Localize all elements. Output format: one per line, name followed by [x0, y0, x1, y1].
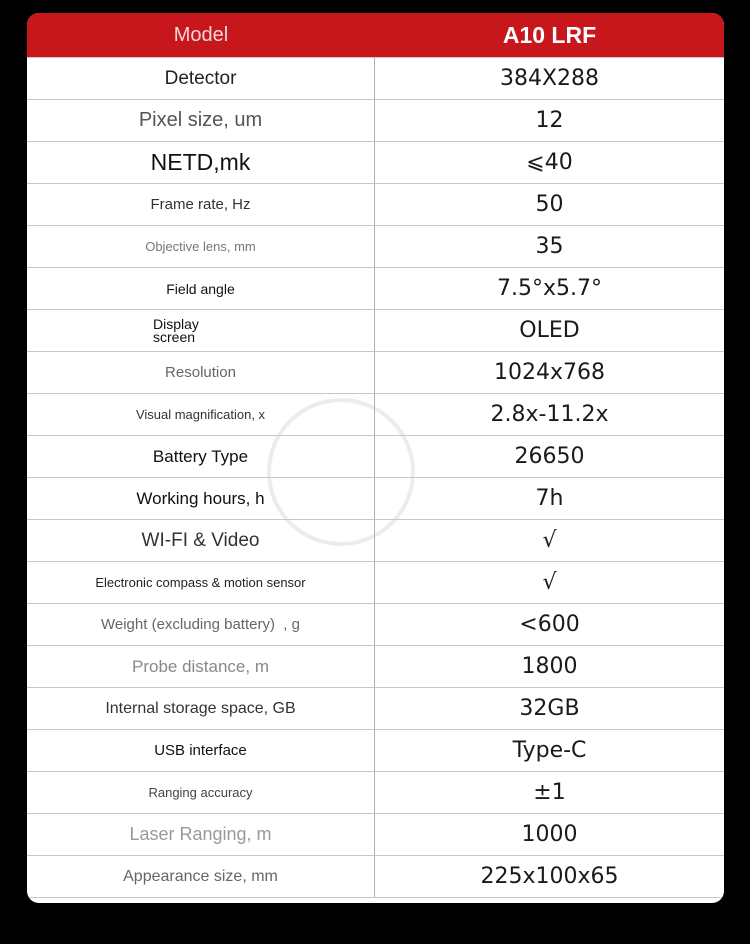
row-label: Probe distance, m [131, 656, 269, 676]
table-row [27, 814, 724, 856]
table-row [27, 436, 724, 478]
row-value: √ [542, 528, 557, 553]
row-value: 1000 [521, 822, 578, 847]
row-label: NETD,mk [150, 149, 251, 175]
table-row [27, 100, 724, 142]
row-value: 12 [535, 108, 564, 133]
row-label: Working hours, h [136, 488, 265, 508]
row-value: 26650 [514, 444, 585, 469]
row-label: Pixel size, um [138, 109, 263, 131]
table-row [27, 772, 724, 814]
row-label: Frame rate, Hz [150, 196, 251, 213]
row-label: Visual magnification, x [135, 407, 266, 422]
table-row [27, 58, 724, 100]
row-value: 384X288 [499, 66, 600, 91]
table-row [27, 352, 724, 394]
table-row [27, 226, 724, 268]
row-value: <600 [519, 612, 580, 637]
table-row [27, 142, 724, 184]
row-value: 32GB [519, 696, 580, 721]
table-row [27, 478, 724, 520]
row-label: Internal storage space, GB [105, 699, 296, 717]
row-label: Laser Ranging, m [129, 824, 272, 844]
row-label: Weight (excluding battery) , g [101, 616, 300, 633]
row-label: Detector [164, 67, 237, 89]
table-row [27, 394, 724, 436]
row-label: Resolution [165, 364, 236, 381]
table-row [27, 268, 724, 310]
row-value: 7h [535, 486, 564, 511]
row-value: OLED [519, 318, 580, 343]
table-row [27, 604, 724, 646]
table-row [27, 310, 724, 352]
row-value: √ [542, 570, 557, 595]
row-label: WI-FI & Video [141, 529, 260, 551]
row-label: Display screen [153, 315, 199, 345]
row-label: USB interface [154, 742, 247, 759]
table-row [27, 730, 724, 772]
row-label: Ranging accuracy [148, 785, 253, 800]
row-value: 225x100x65 [480, 864, 619, 889]
row-value: Type-C [512, 738, 587, 763]
row-label: Objective lens, mm [145, 239, 256, 254]
header-model-label: Model [173, 23, 229, 46]
table-row [27, 688, 724, 730]
row-value: 2.8x-11.2x [490, 402, 609, 427]
table-row [27, 562, 724, 604]
row-label: Electronic compass & motion sensor [95, 575, 306, 590]
table-row [27, 856, 724, 898]
row-value: ⩽40 [526, 150, 573, 175]
header-model-value: A10 LRF [502, 21, 597, 48]
row-label: Appearance size, mm [123, 867, 278, 885]
row-value: ±1 [533, 780, 566, 805]
row-value: 7.5°x5.7° [497, 276, 602, 301]
table-row [27, 184, 724, 226]
row-value: 1024x768 [494, 360, 605, 385]
row-value: 50 [535, 192, 564, 217]
table-row [27, 646, 724, 688]
row-label: Field angle [166, 280, 235, 297]
row-value: 35 [535, 234, 564, 259]
row-value: 1800 [521, 654, 578, 679]
row-label: Battery Type [152, 446, 249, 466]
table-header [27, 13, 724, 58]
table-row [27, 520, 724, 562]
spec-table [27, 13, 724, 903]
